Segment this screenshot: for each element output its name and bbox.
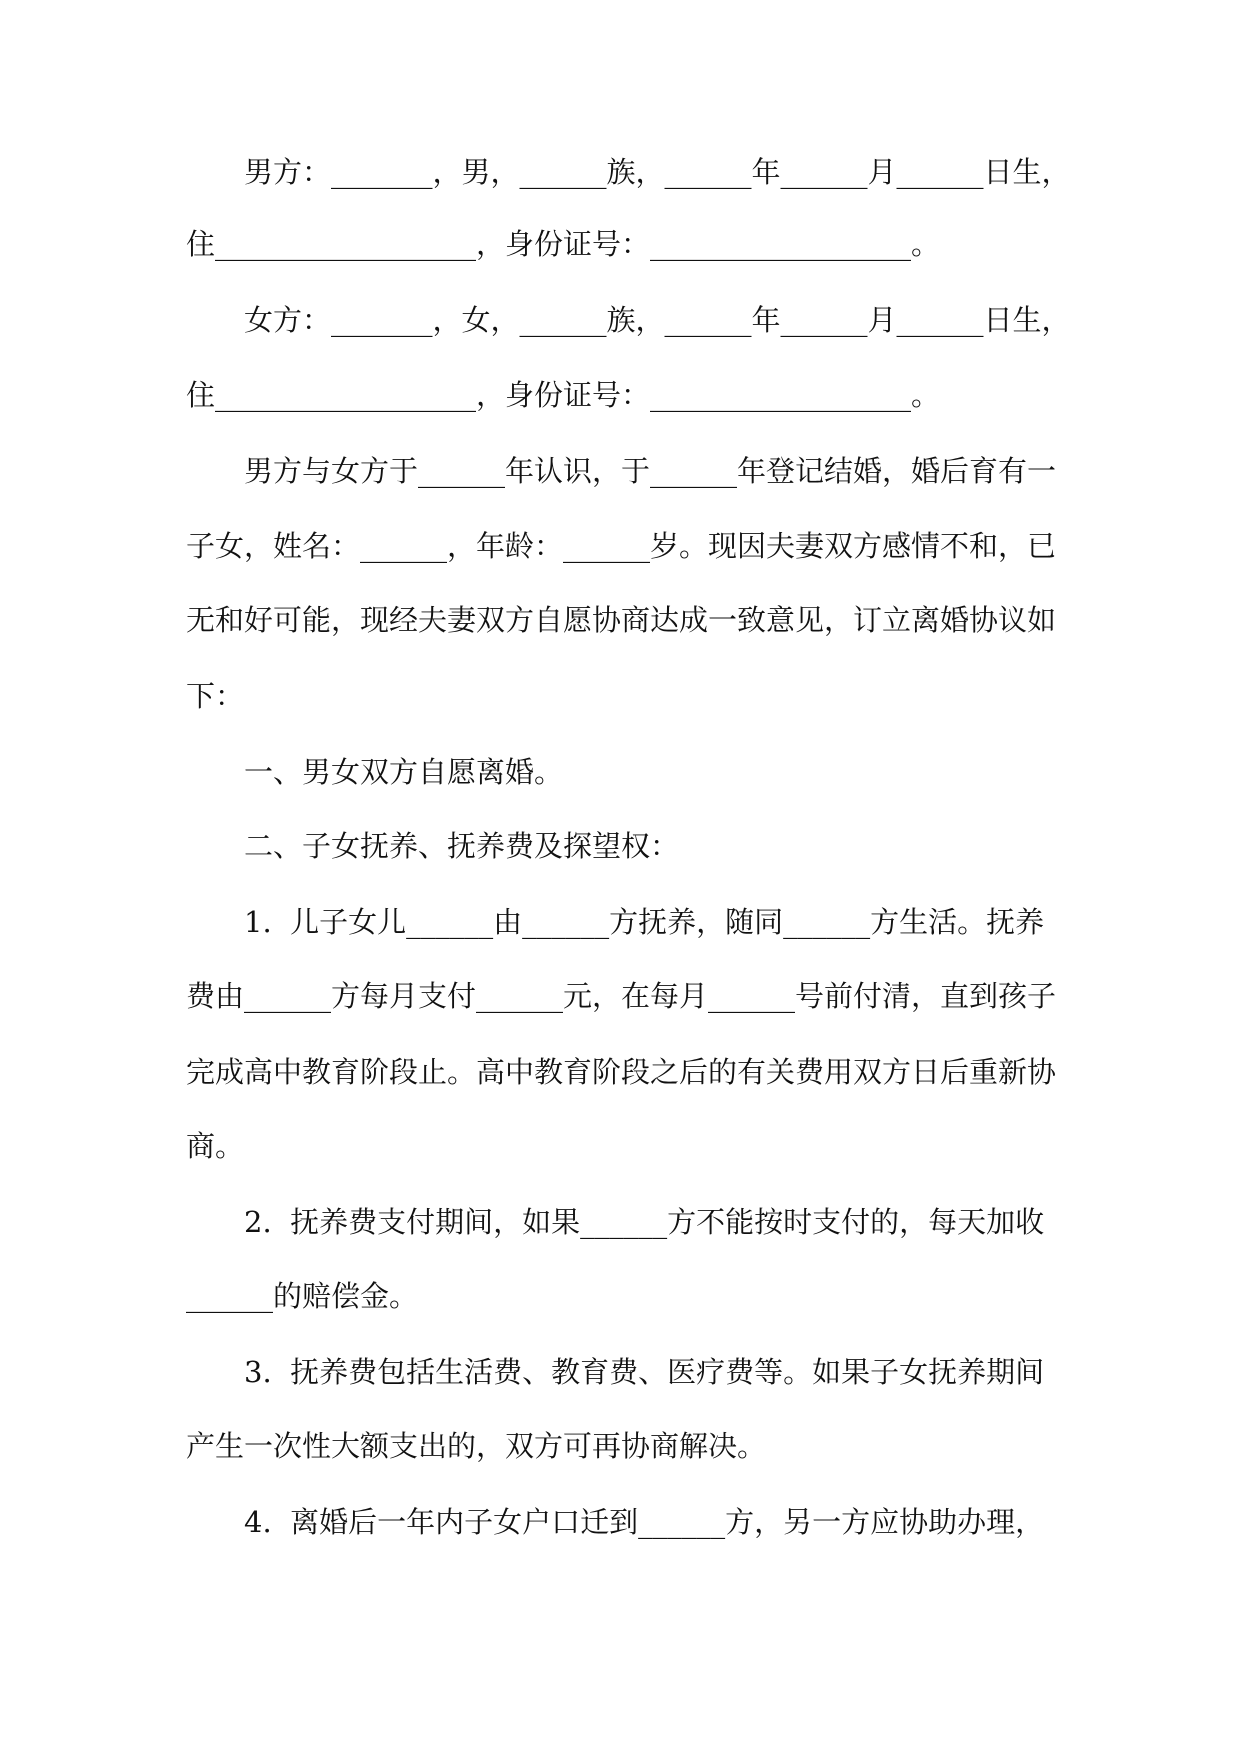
item-1-line-4: 商。 bbox=[186, 1129, 245, 1163]
item-2-line-2: ______的赔偿金。 bbox=[186, 1279, 419, 1313]
preamble-line-3: 无和好可能，现经夫妻双方自愿协商达成一致意见，订立离婚协议如 bbox=[186, 603, 1057, 637]
female-address-line: 住__________________，身份证号：__________________。 bbox=[186, 378, 941, 412]
item-3-line-2: 产生一次性大额支出的，双方可再协商解决。 bbox=[186, 1429, 767, 1463]
item-4-line-1: 4. 离婚后一年内子女户口迁到______方，另一方应协助办理， bbox=[244, 1505, 1045, 1539]
item-2-line-1: 2. 抚养费支付期间，如果______方不能按时支付的，每天加收 bbox=[244, 1205, 1045, 1239]
preamble-line-1: 男方与女方于______年认识，于______年登记结婚，婚后育有一 bbox=[244, 454, 1057, 488]
male-address-line: 住__________________，身份证号：__________________。 bbox=[186, 227, 941, 261]
male-party-line: 男方：_______，男，______族，______年______月______日生， bbox=[244, 155, 1071, 189]
item-1-line-1: 1. 儿子女儿______由______方抚养，随同______方生活。抚养 bbox=[244, 905, 1045, 939]
female-party-line: 女方：_______，女，______族，______年______月______日生， bbox=[244, 303, 1071, 337]
preamble-line-2: 子女，姓名：______，年龄：______岁。现因夫妻双方感情不和，已 bbox=[186, 529, 1057, 563]
clause-1-heading: 一、男女双方自愿离婚。 bbox=[244, 755, 564, 789]
item-1-line-3: 完成高中教育阶段止。高中教育阶段之后的有关费用双方日后重新协 bbox=[186, 1055, 1057, 1089]
item-3-line-1: 3. 抚养费包括生活费、教育费、医疗费等。如果子女抚养期间 bbox=[244, 1355, 1045, 1389]
item-1-line-2: 费由______方每月支付______元，在每月______号前付清，直到孩子 bbox=[186, 979, 1057, 1013]
preamble-line-4: 下： bbox=[186, 679, 245, 713]
clause-2-heading: 二、子女抚养、抚养费及探望权： bbox=[244, 829, 680, 863]
